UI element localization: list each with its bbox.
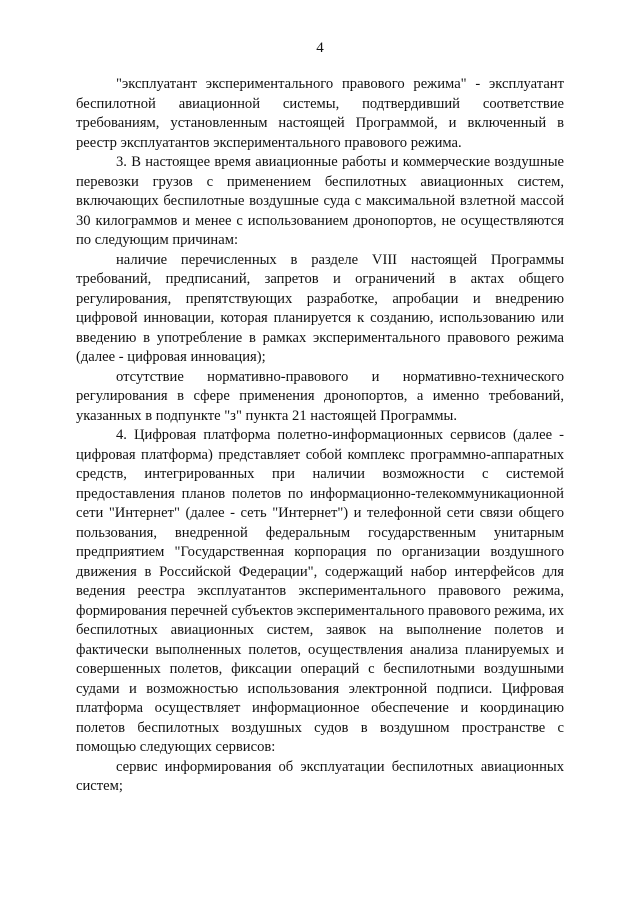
- service-list-item-1: сервис информирования об эксплуатации беспилотных авиационных систем;: [76, 758, 564, 794]
- reason-list-item-2: отсутствие нормативно-правового и нормативно-технического регулирования в сфере применения дронопортов, а именно требований, указанных в подпункте "з" пункта 21 настоящей Программы.: [76, 368, 564, 424]
- section-4-paragraph: 4. Цифровая платформа полетно-информационных сервисов (далее - цифровая платформа) представляет собой комплекс программно-аппаратных средств, интегрированных при наличии возможности с системой предоставления планов полетов по информационно-телекоммуникационной сети "Интернет" (далее - сеть "Интернет") и телефонной сети связи общего пользования, внедренной федеральным государственным унитарным предприятием "Государственная корпорация по организации воздушного движения в Российской Федерации", содержащий набор интерфейсов для ведения реестра эксплуатантов экспериментального правового режима, формирования перечней субъектов экспериментального правового режима, их беспилотных авиационных систем, заявок на выполнение полетов и фактически выполненных полетов, осуществления анализа планируемых и совершенных полетов, фиксации операций с беспилотными воздушными судами и возможностью использования электронной подписи. Цифровая платформа осуществляет информационное обеспечение и координацию полетов беспилотных воздушных судов в воздушном пространстве с помощью следующих сервисов:: [76, 427, 564, 755]
- page-number: 4: [316, 40, 324, 56]
- definition-paragraph: "эксплуатант экспериментального правового режима" - эксплуатант беспилотной авиационной системы, подтвердивший соответствие требованиям, установленным настоящей Программой, и включенный в реестр эксплуатантов экспериментального правового режима.: [76, 76, 564, 151]
- section-3-paragraph: 3. В настоящее время авиационные работы и коммерческие воздушные перевозки грузов с применением беспилотных авиационных систем, включающих беспилотные воздушные суда с максимальной взлетной массой 30 килограммов и менее с использованием дронопортов, не осуществляются по следующим причинам:: [76, 154, 564, 248]
- document-body: [76, 75, 564, 797]
- reason-list-item-1: наличие перечисленных в разделе VIII настоящей Программы требований, предписаний, запретов и ограничений в актах общего регулирования, препятствующих разработке, апробации и внедрению цифровой инновации, которая планируется к созданию, использованию или введению в употребление в рамках экспериментального правового режима (далее - цифровая инновация);: [76, 251, 564, 365]
